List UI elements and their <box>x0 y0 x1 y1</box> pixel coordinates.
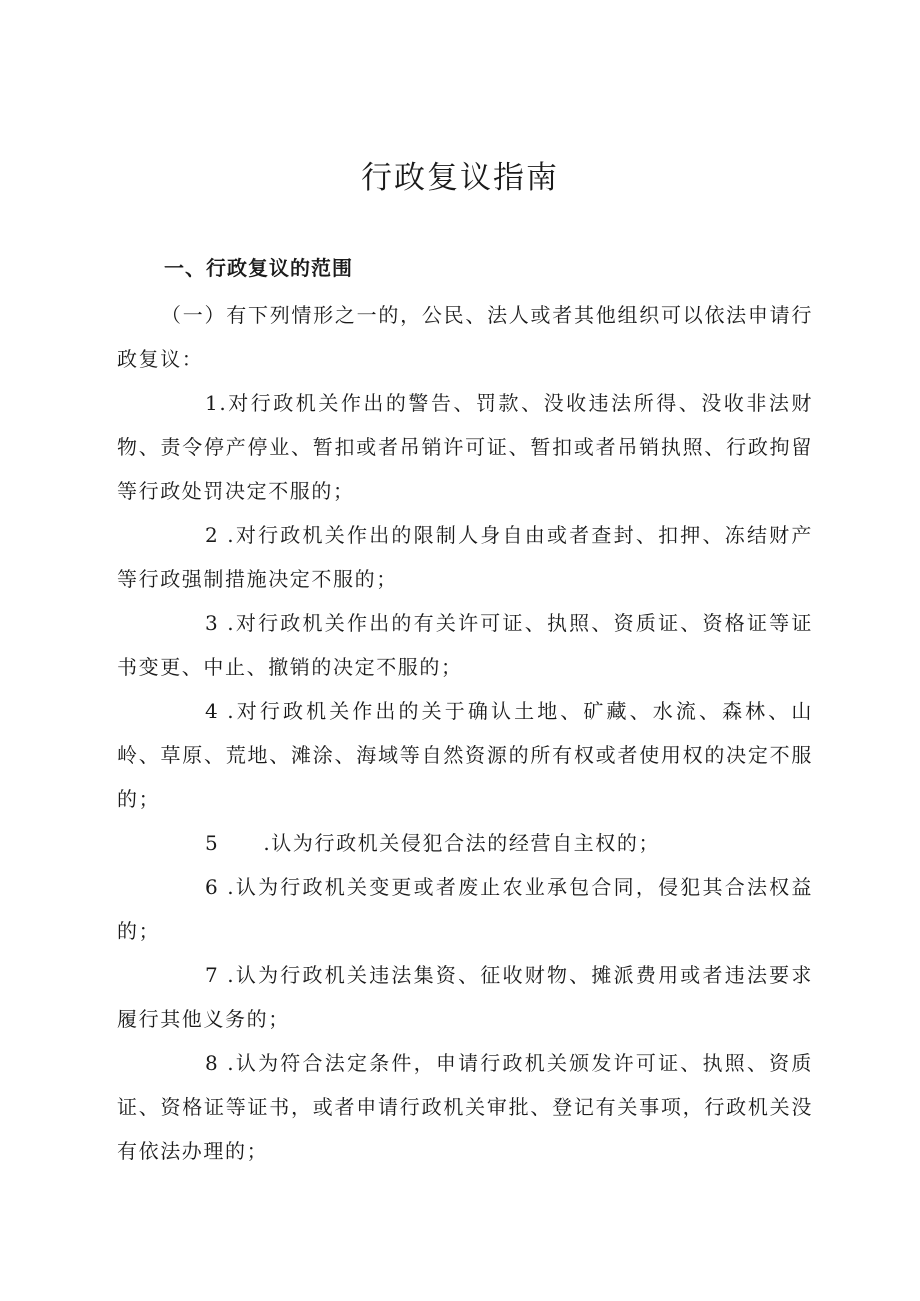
item-number: 1. <box>205 391 228 415</box>
item-number: 8 . <box>205 1051 236 1075</box>
item-text: 对行政机关作出的有关许可证、执照、资质证、资格证等证书变更、中止、撤销的决定不服的； <box>117 611 813 679</box>
item-number: 6 . <box>205 875 236 899</box>
list-item <box>117 865 813 953</box>
document-title: 行政复议指南 <box>361 160 559 196</box>
item-number: 7 . <box>205 963 236 987</box>
item-text: 对行政机关作出的关于确认土地、矿藏、水流、森林、山岭、草原、荒地、滩涂、海域等自然资源的所有权或者使用权的决定不服的； <box>117 699 813 811</box>
item-number: 3 . <box>205 611 236 635</box>
intro-paragraph: （一）有下列情形之一的，公民、法人或者其他组织可以依法申请行政复议： <box>117 303 813 371</box>
item-text: 认为行政机关违法集资、征收财物、摊派费用或者违法要求履行其他义务的； <box>117 963 813 1031</box>
item-number: 4 . <box>205 699 236 723</box>
item-text: 认为行政机关变更或者废止农业承包合同，侵犯其合法权益的； <box>117 875 813 943</box>
item-text: .认为行政机关侵犯合法的经营自主权的； <box>263 831 661 855</box>
list-item <box>117 953 813 1041</box>
item-number: 5 <box>205 831 220 855</box>
list-item <box>117 601 813 689</box>
item-text: 认为符合法定条件，申请行政机关颁发许可证、执照、资质证、资格证等证书，或者申请行政机关审批、登记有关事项，行政机关没有依法办理的； <box>117 1051 813 1163</box>
list-item <box>117 381 813 513</box>
list-item <box>117 821 813 865</box>
list-item <box>117 513 813 601</box>
list-item <box>117 689 813 821</box>
item-text: 对行政机关作出的警告、罚款、没收违法所得、没收非法财物、责令停产停业、暂扣或者吊销许可证、暂扣或者吊销执照、行政拘留等行政处罚决定不服的； <box>117 391 813 503</box>
item-number: 2 . <box>205 523 236 547</box>
item-text: 对行政机关作出的限制人身自由或者查封、扣押、冻结财产等行政强制措施决定不服的； <box>117 523 813 591</box>
list-item <box>117 1041 813 1173</box>
section-heading: 一、行政复议的范围 <box>164 256 353 280</box>
document-body <box>117 293 813 1173</box>
